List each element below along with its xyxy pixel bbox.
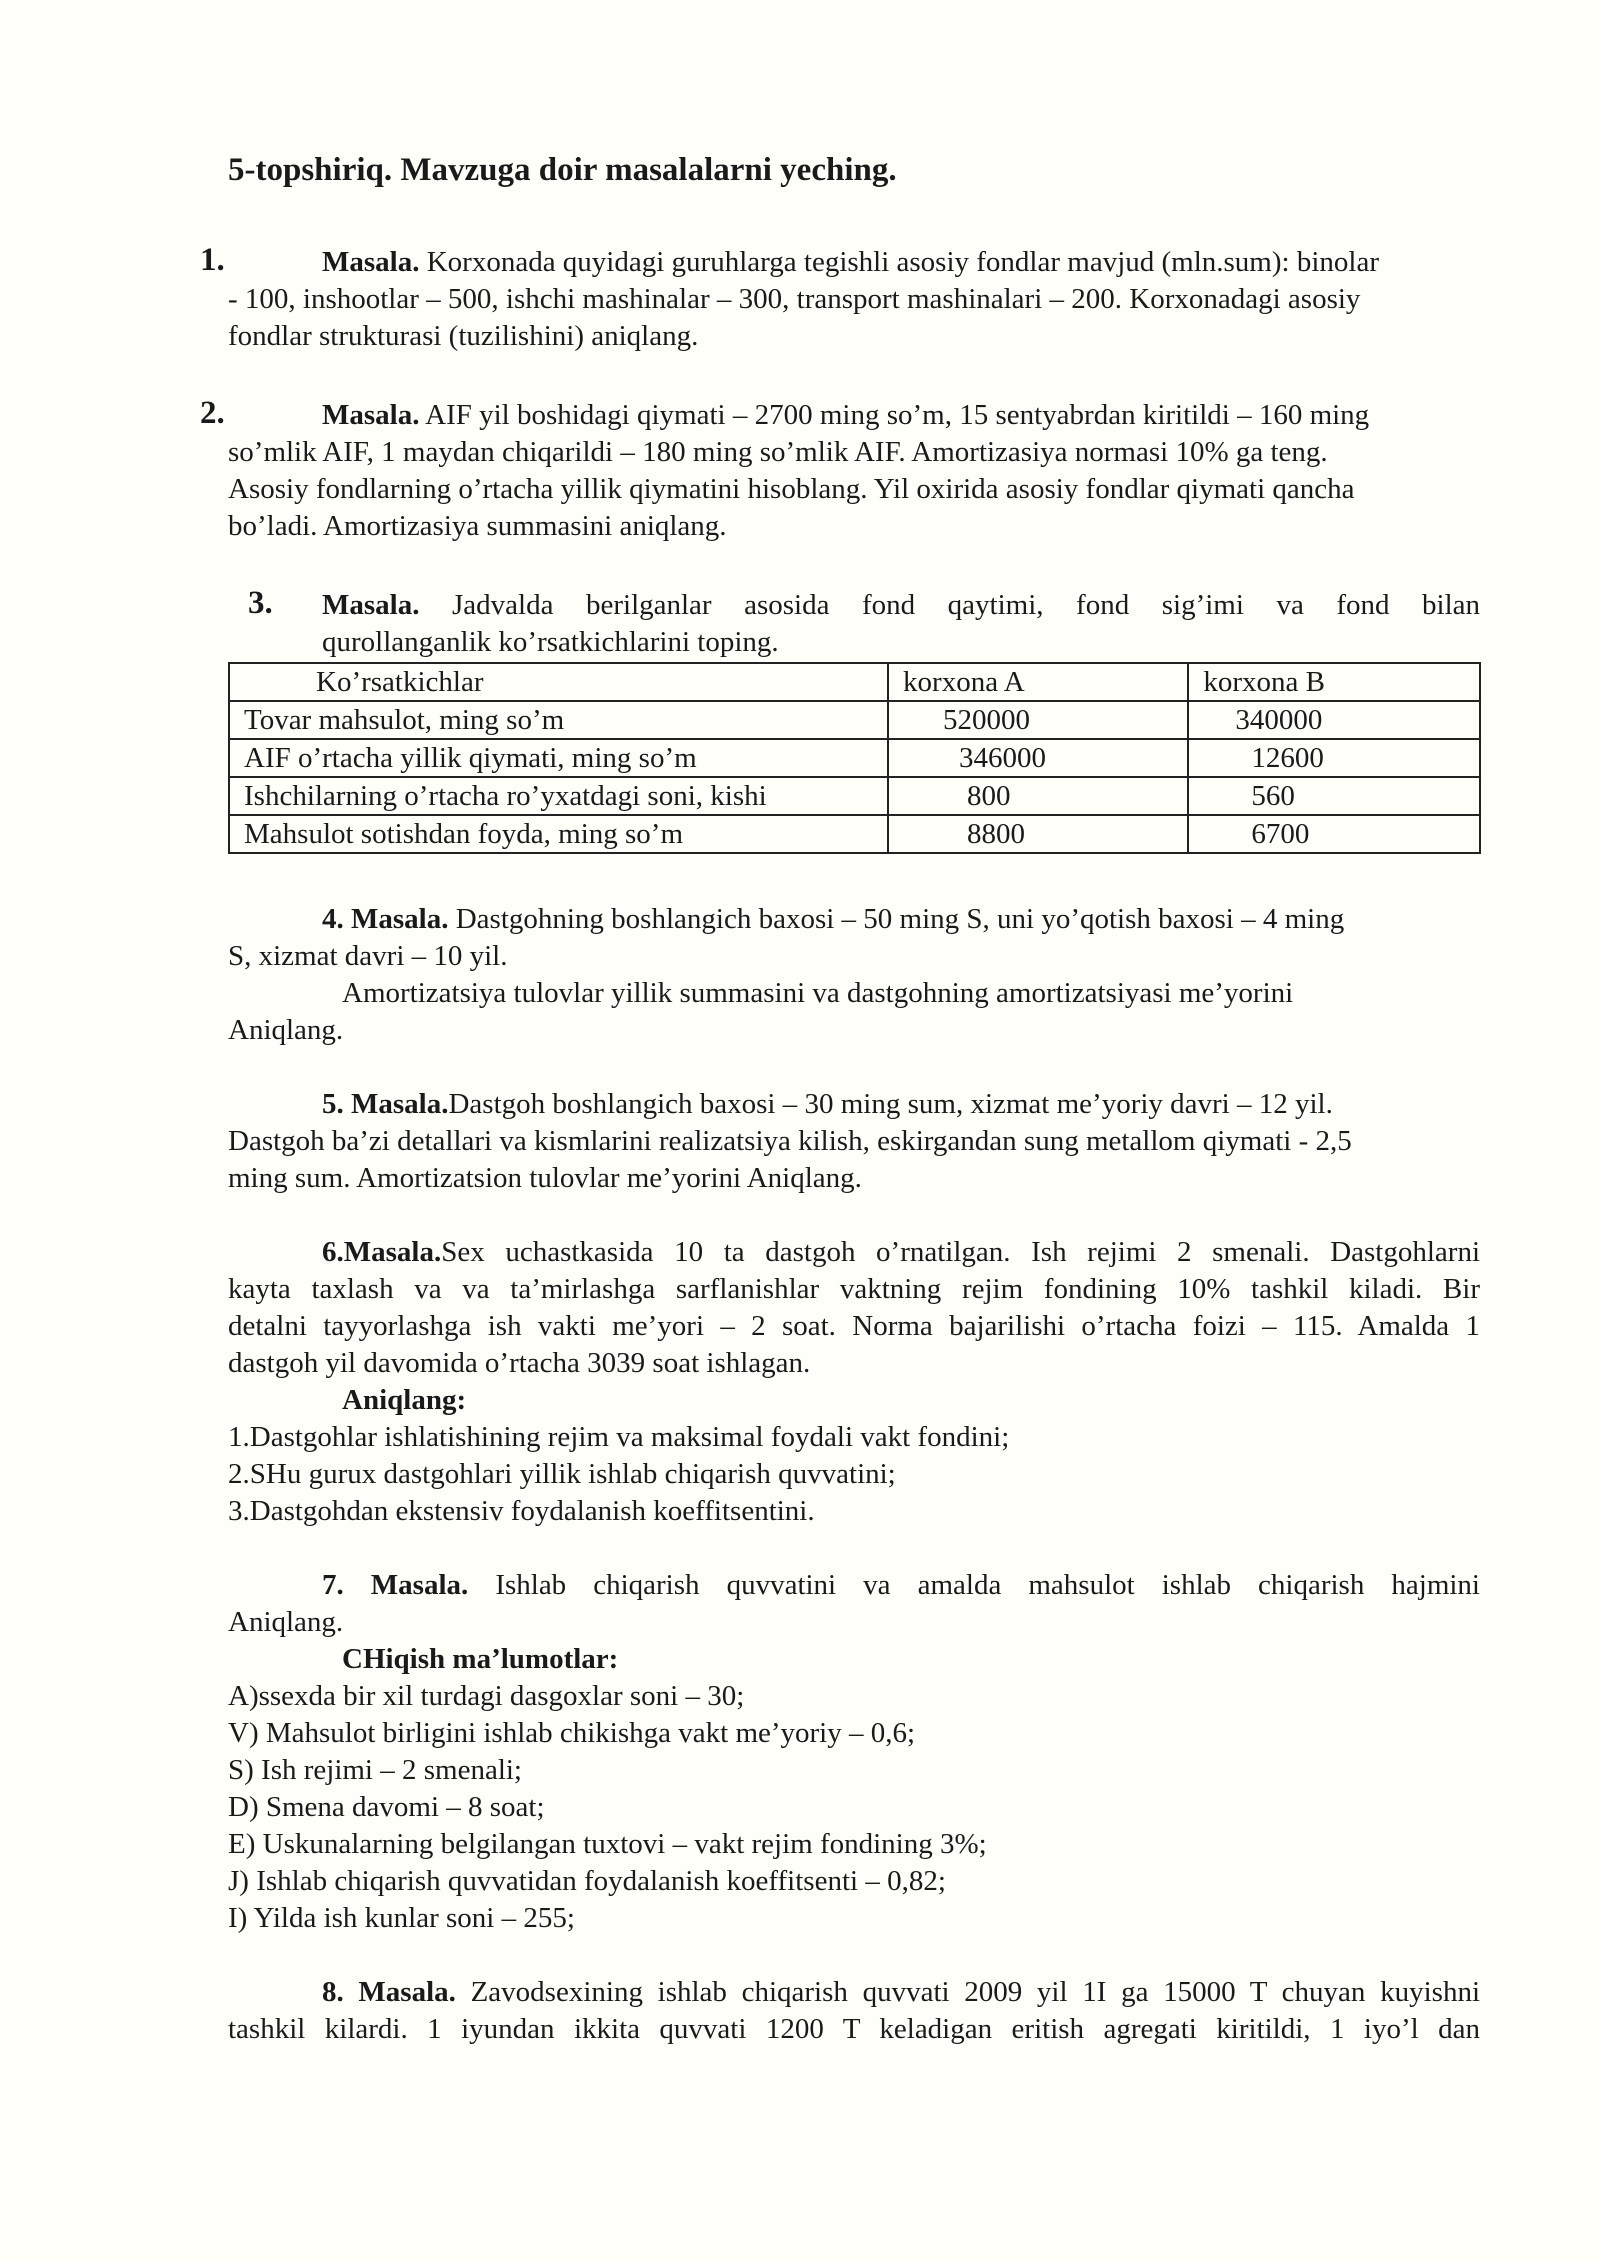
problem-3-line-2: qurollanganlik ko’rsatkichlarini toping. <box>322 626 779 658</box>
problem-6-subheading: Aniqlang: <box>342 1384 467 1416</box>
table-cell: 800 <box>888 777 1188 815</box>
table-cell: 8800 <box>888 815 1188 853</box>
indicators-table <box>228 662 1481 854</box>
problem-8-label: 8. Masala. <box>322 1976 456 2008</box>
problem-7-line-2: Aniqlang. <box>228 1606 344 1638</box>
problem-4-line-3: Amortizatsiya tulovlar yillik summasini va dastgohning amortizatsiyasi me’yorini <box>342 977 1294 1009</box>
table-row <box>229 739 1480 777</box>
problem-2-line-1: Masala. AIF yil boshidagi qiymati – 2700 ming so’m, 15 sentyabrdan kiritildi – 160 ming <box>322 399 1370 431</box>
problem-6-line-3: detalni tayyorlashga ish vakti me’yori – 2 soat. Norma bajarilishi o’rtacha foizi – 115. Amalda 1 <box>228 1310 1480 1342</box>
table-cell: 340000 <box>1188 701 1480 739</box>
table-cell: 6700 <box>1188 815 1480 853</box>
table-header-cell: korxona B <box>1188 663 1480 701</box>
table-cell: 12600 <box>1188 739 1480 777</box>
problem-4-line-1: 4. Masala. Dastgohning boshlangich baxosi – 50 ming S, uni yo’qotish baxosi – 4 ming <box>322 903 1345 935</box>
table-cell: Ishchilarning o’rtacha ro’yxatdagi soni, kishi <box>229 777 888 815</box>
problem-2-number: 2. <box>200 395 225 431</box>
table-header-cell: korxona A <box>888 663 1188 701</box>
problem-1-line-3: fondlar strukturasi (tuzilishini) aniqlang. <box>228 320 699 352</box>
problem-7-item-a: A)ssexda bir xil turdagi dasgoxlar soni – 30; <box>228 1680 745 1712</box>
table-cell: 560 <box>1188 777 1480 815</box>
problem-6-line-2: kayta taxlash va va ta’mirlashga sarflanishlar vaktning rejim fondining 10% tashkil kiladi. Bir <box>228 1273 1480 1305</box>
problem-3-number: 3. <box>248 585 273 621</box>
table-cell: 346000 <box>888 739 1188 777</box>
table-cell: AIF o’rtacha yillik qiymati, ming so’m <box>229 739 888 777</box>
problem-7-item-j: J) Ishlab chiqarish quvvatidan foydalanish koeffitsenti – 0,82; <box>228 1865 946 1897</box>
problem-3-label: Masala. <box>322 589 420 621</box>
problem-6-item-3: 3.Dastgohdan ekstensiv foydalanish koeffitsentini. <box>228 1495 815 1527</box>
problem-2-label: Masala. <box>322 399 420 431</box>
problem-7-item-e: E) Uskunalarning belgilangan tuxtovi – vakt rejim fondining 3%; <box>228 1828 987 1860</box>
problem-7-line-1: 7. Masala. Ishlab chiqarish quvvatini va amalda mahsulot ishlab chiqarish hajmini <box>322 1569 1480 1601</box>
problem-8-line-2: tashkil kilardi. 1 iyundan ikkita quvvati 1200 T keladigan eritish agregati kiritildi, 1 iyo’l dan <box>228 2013 1480 2045</box>
problem-1-line-2: - 100, inshootlar – 500, ishchi mashinalar – 300, transport mashinalari – 200. Korxonadagi asosiy <box>228 283 1361 315</box>
problem-6-item-1: 1.Dastgohlar ishlatishining rejim va maksimal foydali vakt fondini; <box>228 1421 1010 1453</box>
problem-1-line-1: Masala. Korxonada quyidagi guruhlarga tegishli asosiy fondlar mavjud (mln.sum): binolar <box>322 246 1379 278</box>
problem-6-line-1: 6.Masala.Sex uchastkasida 10 ta dastgoh o’rnatilgan. Ish rejimi 2 smenali. Dastgohlarni <box>322 1236 1480 1268</box>
table-cell: 520000 <box>888 701 1188 739</box>
table-cell: Mahsulot sotishdan foyda, ming so’m <box>229 815 888 853</box>
problem-7-subheading: CHiqish ma’lumotlar: <box>342 1643 619 1675</box>
problem-7-item-i: I) Yilda ish kunlar soni – 255; <box>228 1902 575 1934</box>
problem-4-line-2: S, xizmat davri – 10 yil. <box>228 940 508 972</box>
table-row <box>229 777 1480 815</box>
page-title: 5-topshiriq. Mavzuga doir masalalarni yeching. <box>228 152 897 188</box>
problem-5-label: 5. Masala. <box>322 1088 449 1120</box>
problem-1-number: 1. <box>200 242 225 278</box>
problem-4-label: 4. Masala. <box>322 903 449 935</box>
table-cell: Tovar mahsulot, ming so’m <box>229 701 888 739</box>
problem-2-line-3: Asosiy fondlarning o’rtacha yillik qiymatini hisoblang. Yil oxirida asosiy fondlar qiymati qancha <box>228 473 1355 505</box>
problem-2-line-2: so’mlik AIF, 1 maydan chiqarildi – 180 ming so’mlik AIF. Amortizasiya normasi 10% ga teng. <box>228 436 1328 468</box>
problem-8-line-1: 8. Masala. Zavodsexining ishlab chiqarish quvvati 2009 yil 1I ga 15000 T chuyan kuyishni <box>322 1976 1480 2008</box>
problem-6-line-4: dastgoh yil davomida o’rtacha 3039 soat ishlagan. <box>228 1347 811 1379</box>
problem-2-line-4: bo’ladi. Amortizasiya summasini aniqlang. <box>228 510 727 542</box>
table-header-cell: Ko’rsatkichlar <box>229 663 888 701</box>
problem-7-label: 7. Masala. <box>322 1569 469 1601</box>
problem-7-item-v: V) Mahsulot birligini ishlab chikishga vakt me’yoriy – 0,6; <box>228 1717 916 1749</box>
problem-6-item-2: 2.SHu gurux dastgohlari yillik ishlab chiqarish quvvatini; <box>228 1458 896 1490</box>
problem-3-line-1: Masala. Jadvalda berilganlar asosida fond qaytimi, fond sig’imi va fond bilan <box>322 589 1481 621</box>
table-header-row <box>229 663 1480 701</box>
problem-5-line-3: ming sum. Amortizatsion tulovlar me’yorini Aniqlang. <box>228 1162 862 1194</box>
problem-6-label: 6.Masala. <box>322 1236 442 1268</box>
table-row <box>229 701 1480 739</box>
problem-7-item-d: D) Smena davomi – 8 soat; <box>228 1791 545 1823</box>
problem-5-line-1: 5. Masala.Dastgoh boshlangich baxosi – 30 ming sum, xizmat me’yoriy davri – 12 yil. <box>322 1088 1333 1120</box>
problem-5-line-2: Dastgoh ba’zi detallari va kismlarini realizatsiya kilish, eskirgandan sung metallom qiymati - 2,5 <box>228 1125 1352 1157</box>
problem-4-line-4: Aniqlang. <box>228 1014 344 1046</box>
problem-7-item-s: S) Ish rejimi – 2 smenali; <box>228 1754 522 1786</box>
table-row <box>229 815 1480 853</box>
problem-1-label: Masala. <box>322 246 420 278</box>
